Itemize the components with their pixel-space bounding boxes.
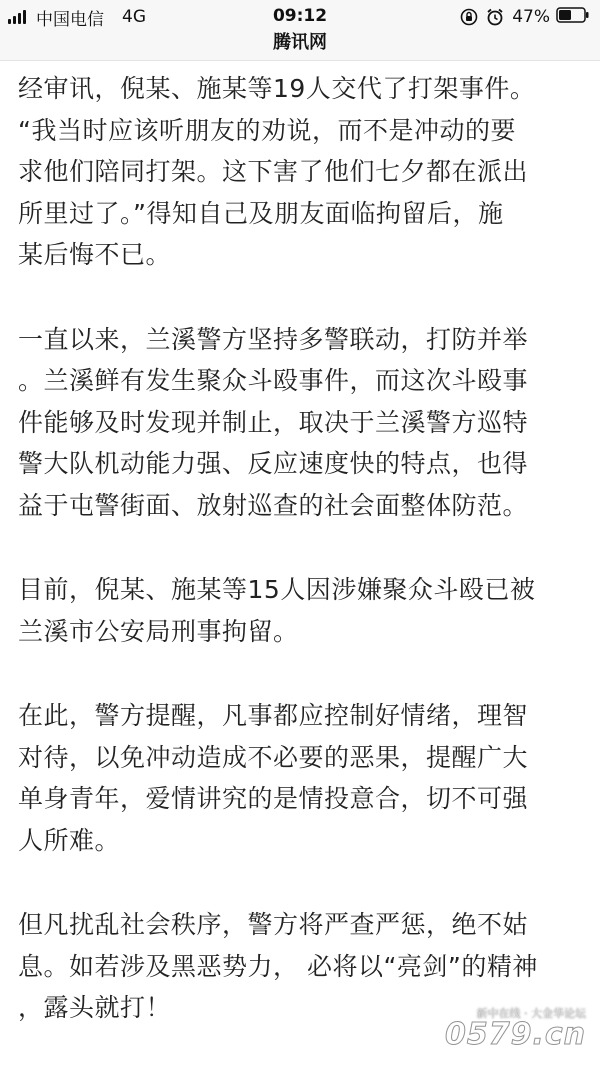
nav-title: 腾讯网 — [273, 32, 327, 53]
article-body — [0, 68, 600, 1072]
battery-percent: 47% — [512, 7, 550, 27]
orientation-lock-icon — [460, 8, 478, 26]
article-paragraph: 经审讯，倪某、施某等19人交代了打架事件。 “我当时应该听朋友的劝说，而不是冲动的要 求他们陪同打架。这下害了他们七夕都在派出 所里过了。”得知自己及朋友面临拘留后，施 某后悔不已。 — [18, 74, 536, 269]
site-watermark — [445, 1005, 586, 1052]
article-paragraph: 目前，倪某、施某等15人因涉嫌聚众斗殴已被 兰溪市公安局刑事拘留。 — [18, 575, 536, 646]
watermark-logo-text: 0579.cn — [444, 1017, 586, 1052]
article-paragraph: 在此，警方提醒，凡事都应控制好情绪，理智 对待，以免冲动造成不必要的恶果，提醒广大 单身青年，爱情讲究的是情投意合，切不可强 人所难。 — [18, 701, 529, 855]
status-right — [460, 6, 590, 28]
carrier-name: 中国电信 — [36, 9, 104, 30]
network-type: 4G — [122, 7, 146, 27]
status-time: 09:12 — [272, 6, 328, 26]
article-paragraph: 一直以来，兰溪警方坚持多警联动，打防并举 。兰溪鲜有发生聚众斗殴事件，而这次斗殴事 件能够及时发现并制止，取决于兰溪警方巡特 警大队机动能力强、反应速度快的特点，也得 益于屯警街面、放射巡查的社会面整体防范。 — [18, 324, 529, 520]
battery-icon — [556, 7, 590, 28]
article-paragraph: 但凡扰乱社会秩序，警方将严查严惩，绝不姑 息。如若涉及黑恶势力， 必将以“亮剑”的精神 ，露头就打！ — [18, 910, 538, 1022]
status-bar — [0, 0, 600, 34]
watermark-subtitle: 新中在线 · 大金华论坛 — [476, 1007, 586, 1020]
nav-bar — [0, 30, 600, 61]
alarm-icon — [486, 8, 504, 26]
